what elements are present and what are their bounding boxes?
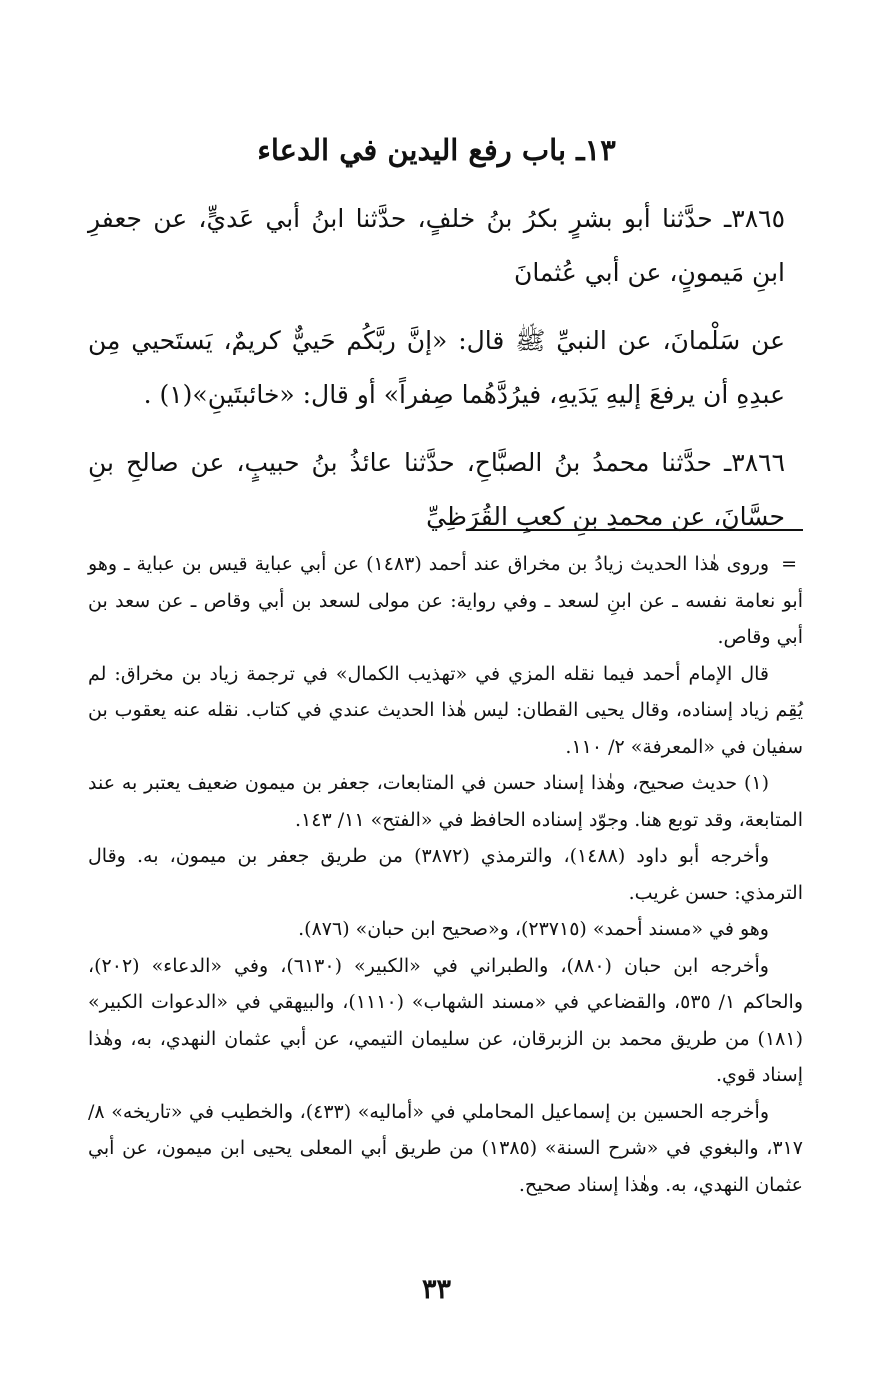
footnote-paragraph: قال الإمام أحمد فيما نقله المزي في «تهذيب الكمال» في ترجمة زياد بن مخراق: لم يُقِم زياد إسناده، وقال يحيى القطان: ليس هٰذا الحديث عندي في كتاب. نقله عنه يعقوب بن سفيان في «المعرفة» ٢/ ١١٠. (88, 662, 803, 758)
continuation-mark: = (781, 553, 797, 575)
page-number: ٣٣ (421, 1274, 451, 1305)
main-text (88, 192, 785, 544)
hadith-3865-isnad: ٣٨٦٥ـ حدَّثنا أبو بشرٍ بكرُ بنُ خلفٍ، حدَّثنا ابنُ أبي عَديٍّ، عن جعفرِ ابنِ مَيمونٍ، عن أبي عُثمانَ (88, 204, 785, 287)
footnote-paragraph: وأخرجه الحسين بن إسماعيل المحاملي في «أماليه» (٤٣٣)، والخطيب في «تاريخه» ٨/ ٣١٧، والبغوي في «شرح السنة» (١٣٨٥) من طريق أبي المعلى يحيى ابن ميمون، عن أبي عثمان النهدي، به. وهٰذا إسناد صحيح. (88, 1100, 803, 1196)
hadith-3866-isnad: ٣٨٦٦ـ حدَّثنا محمدُ بنُ الصبَّاحِ، حدَّثنا عائذُ بنُ حبيبٍ، عن صالحِ بنِ حسَّانَ، عن محمدِ بنِ كعبِ القُرَظِيِّ (88, 448, 785, 531)
chapter-title: ١٣ـ باب رفع اليدين في الدعاء (257, 133, 616, 167)
footnote-continuation-paragraph (88, 546, 803, 656)
hadith-3865-matn: عن سَلْمانَ، عن النبيِّ ﷺ قال: «إنَّ ربَّكُم حَييٌّ كريمٌ، يَستَحيي مِن عبدِهِ أن يرفعَ إليهِ يَدَيهِ، فيرُدَّهُما صِفراً» أو قال: «خائبتَينِ»(١) . (88, 326, 785, 409)
footnote-separator (467, 529, 803, 531)
footnote-paragraph: وهو في «مسند أحمد» (٢٣٧١٥)، و«صحيح ابن حبان» (٨٧٦). (298, 918, 769, 940)
footnotes (88, 546, 803, 1203)
footnote-1: (١) حديث صحيح، وهٰذا إسناد حسن في المتابعات، جعفر بن ميمون ضعيف يعتبر به عند المتابعة، وقد توبع هنا. وجوّد إسناده الحافظ في «الفتح» ١١/ ١٤٣. (88, 772, 803, 831)
footnote-paragraph-text: وروى هٰذا الحديث زيادُ بن مخراق عند أحمد (١٤٨٣) عن أبي عباية قيس بن عباية ـ وهو أبو نعامة نفسه ـ عن ابنِ لسعد ـ وفي رواية: عن مولى لسعد بن أبي وقاص ـ عن سعد بن أبي وقاص. (88, 553, 803, 648)
footnote-paragraph: وأخرجه أبو داود (١٤٨٨)، والترمذي (٣٨٧٢) من طريق جعفر بن ميمون، به. وقال الترمذي: حسن غريب. (88, 845, 803, 904)
footnote-paragraph: وأخرجه ابن حبان (٨٨٠)، والطبراني في «الكبير» (٦١٣٠)، وفي «الدعاء» (٢٠٢)، والحاكم ١/ ٥٣٥، والقضاعي في «مسند الشهاب» (١١١٠)، والبيهقي في «الدعوات الكبير» (١٨١) من طريق محمد بن الزبرقان، عن سليمان التيمي، عن أبي عثمان النهدي، به، وهٰذا إسناد قوي. (88, 954, 804, 1086)
